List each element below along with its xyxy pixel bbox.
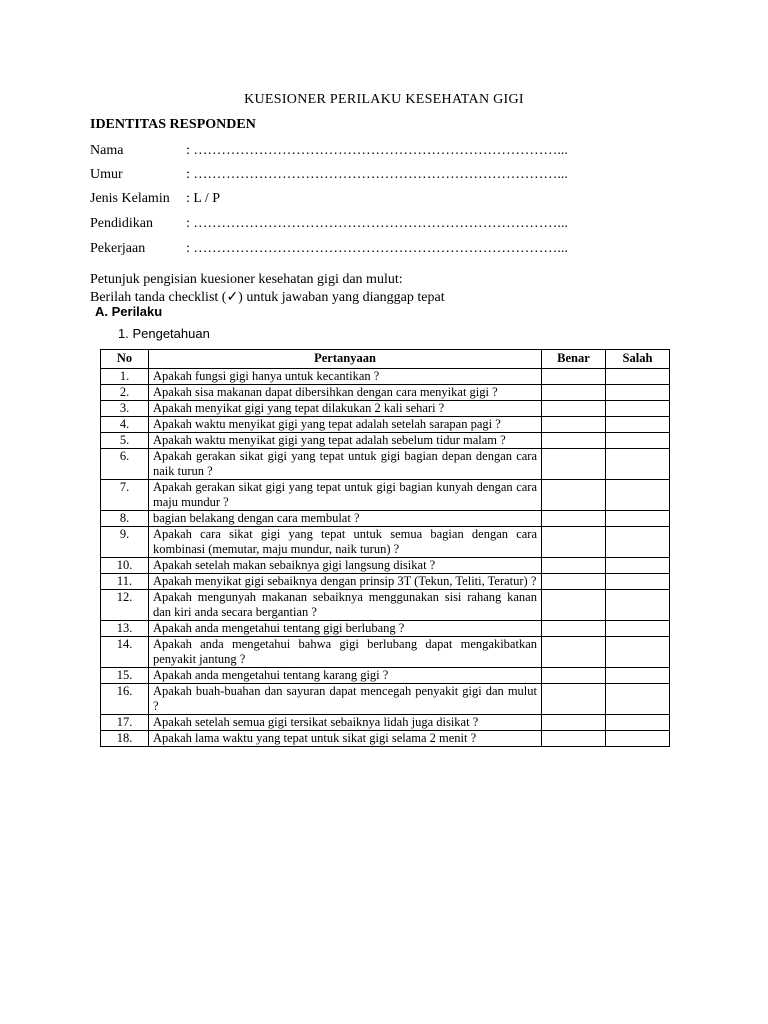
row-number: 5. xyxy=(101,433,149,449)
header-pertanyaan: Pertanyaan xyxy=(149,350,542,369)
question-text: Apakah mengunyah makanan sebaiknya menggunakan sisi rahang kanan dan kiri anda secara bergantian ? xyxy=(149,590,542,621)
answer-salah-cell[interactable] xyxy=(606,637,670,668)
answer-benar-cell[interactable] xyxy=(542,731,606,747)
row-number: 14. xyxy=(101,637,149,668)
table-row xyxy=(101,558,670,574)
table-row xyxy=(101,715,670,731)
answer-salah-cell[interactable] xyxy=(606,590,670,621)
answer-salah-cell[interactable] xyxy=(606,385,670,401)
answer-salah-cell[interactable] xyxy=(606,621,670,637)
identity-label: Nama xyxy=(90,143,124,158)
question-text: Apakah anda mengetahui bahwa gigi berlubang dapat mengakibatkan penyakit jantung ? xyxy=(149,637,542,668)
row-number: 17. xyxy=(101,715,149,731)
answer-salah-cell[interactable] xyxy=(606,480,670,511)
answer-benar-cell[interactable] xyxy=(542,433,606,449)
table-row xyxy=(101,385,670,401)
row-number: 18. xyxy=(101,731,149,747)
answer-benar-cell[interactable] xyxy=(542,590,606,621)
identity-value[interactable]: : L / P xyxy=(186,191,221,206)
row-number: 1. xyxy=(101,369,149,385)
question-text: Apakah buah-buahan dan sayuran dapat mencegah penyakit gigi dan mulut ? xyxy=(149,684,542,715)
table-row xyxy=(101,637,670,668)
row-number: 8. xyxy=(101,511,149,527)
table-row xyxy=(101,621,670,637)
answer-benar-cell[interactable] xyxy=(542,527,606,558)
row-number: 3. xyxy=(101,401,149,417)
answer-benar-cell[interactable] xyxy=(542,385,606,401)
identity-heading: IDENTITAS RESPONDEN xyxy=(90,117,256,132)
row-number: 2. xyxy=(101,385,149,401)
question-text: Apakah setelah makan sebaiknya gigi langsung disikat ? xyxy=(149,558,542,574)
question-text: bagian belakang dengan cara membulat ? xyxy=(149,511,542,527)
row-number: 10. xyxy=(101,558,149,574)
answer-salah-cell[interactable] xyxy=(606,715,670,731)
question-text: Apakah menyikat gigi yang tepat dilakukan 2 kali sehari ? xyxy=(149,401,542,417)
question-text: Apakah fungsi gigi hanya untuk kecantikan ? xyxy=(149,369,542,385)
identity-label: Pekerjaan xyxy=(90,241,146,256)
row-number: 7. xyxy=(101,480,149,511)
instruction-line-2: Berilah tanda checklist (✓) untuk jawaban yang dianggap tepat xyxy=(90,290,445,305)
table-row xyxy=(101,401,670,417)
table-row xyxy=(101,668,670,684)
answer-salah-cell[interactable] xyxy=(606,574,670,590)
question-text: Apakah anda mengetahui tentang gigi berlubang ? xyxy=(149,621,542,637)
answer-benar-cell[interactable] xyxy=(542,637,606,668)
question-text: Apakah menyikat gigi sebaiknya dengan prinsip 3T (Tekun, Teliti, Teratur) ? xyxy=(149,574,542,590)
answer-salah-cell[interactable] xyxy=(606,668,670,684)
answer-salah-cell[interactable] xyxy=(606,684,670,715)
question-text: Apakah waktu menyikat gigi yang tepat adalah setelah sarapan pagi ? xyxy=(149,417,542,433)
table-row xyxy=(101,731,670,747)
table-row xyxy=(101,480,670,511)
header-no: No xyxy=(101,350,149,369)
identity-value[interactable]: : ……………………………………………………………………... xyxy=(186,167,568,182)
answer-salah-cell[interactable] xyxy=(606,401,670,417)
answer-salah-cell[interactable] xyxy=(606,558,670,574)
table-row xyxy=(101,433,670,449)
question-text: Apakah sisa makanan dapat dibersihkan dengan cara menyikat gigi ? xyxy=(149,385,542,401)
header-salah: Salah xyxy=(606,350,670,369)
questionnaire-table xyxy=(100,349,670,747)
table-row xyxy=(101,449,670,480)
row-number: 11. xyxy=(101,574,149,590)
row-number: 9. xyxy=(101,527,149,558)
table-row xyxy=(101,511,670,527)
answer-salah-cell[interactable] xyxy=(606,433,670,449)
answer-benar-cell[interactable] xyxy=(542,574,606,590)
row-number: 6. xyxy=(101,449,149,480)
table-header-row xyxy=(101,350,670,369)
answer-benar-cell[interactable] xyxy=(542,401,606,417)
table-row xyxy=(101,527,670,558)
question-text: Apakah gerakan sikat gigi yang tepat untuk gigi bagian depan dengan cara naik turun ? xyxy=(149,449,542,480)
row-number: 13. xyxy=(101,621,149,637)
answer-salah-cell[interactable] xyxy=(606,449,670,480)
answer-benar-cell[interactable] xyxy=(542,558,606,574)
answer-benar-cell[interactable] xyxy=(542,684,606,715)
subsection-1-heading: 1. Pengetahuan xyxy=(118,326,210,341)
row-number: 16. xyxy=(101,684,149,715)
identity-value[interactable]: : ……………………………………………………………………... xyxy=(186,216,568,231)
table-row xyxy=(101,417,670,433)
page-title: KUESIONER PERILAKU KESEHATAN GIGI xyxy=(244,92,524,107)
question-text: Apakah waktu menyikat gigi yang tepat adalah sebelum tidur malam ? xyxy=(149,433,542,449)
answer-benar-cell[interactable] xyxy=(542,417,606,433)
identity-value[interactable]: : ……………………………………………………………………... xyxy=(186,241,568,256)
identity-label: Umur xyxy=(90,167,123,182)
answer-salah-cell[interactable] xyxy=(606,731,670,747)
answer-salah-cell[interactable] xyxy=(606,511,670,527)
header-benar: Benar xyxy=(542,350,606,369)
answer-salah-cell[interactable] xyxy=(606,369,670,385)
question-text: Apakah lama waktu yang tepat untuk sikat gigi selama 2 menit ? xyxy=(149,731,542,747)
identity-label: Pendidikan xyxy=(90,216,153,231)
answer-benar-cell[interactable] xyxy=(542,668,606,684)
table-row xyxy=(101,590,670,621)
answer-benar-cell[interactable] xyxy=(542,449,606,480)
identity-value[interactable]: : ……………………………………………………………………... xyxy=(186,143,568,158)
row-number: 4. xyxy=(101,417,149,433)
table-row xyxy=(101,574,670,590)
instruction-line-1: Petunjuk pengisian kuesioner kesehatan gigi dan mulut: xyxy=(90,272,403,287)
question-text: Apakah anda mengetahui tentang karang gigi ? xyxy=(149,668,542,684)
question-text: Apakah gerakan sikat gigi yang tepat untuk gigi bagian kunyah dengan cara maju mundur ? xyxy=(149,480,542,511)
identity-label: Jenis Kelamin xyxy=(90,191,170,206)
table-body xyxy=(101,369,670,747)
answer-benar-cell[interactable] xyxy=(542,480,606,511)
question-text: Apakah setelah semua gigi tersikat sebaiknya lidah juga disikat ? xyxy=(149,715,542,731)
answer-salah-cell[interactable] xyxy=(606,527,670,558)
question-text: Apakah cara sikat gigi yang tepat untuk semua bagian dengan cara kombinasi (memutar, maju mundur, naik turun) ? xyxy=(149,527,542,558)
row-number: 12. xyxy=(101,590,149,621)
answer-salah-cell[interactable] xyxy=(606,417,670,433)
answer-benar-cell[interactable] xyxy=(542,511,606,527)
answer-benar-cell[interactable] xyxy=(542,715,606,731)
answer-benar-cell[interactable] xyxy=(542,621,606,637)
table-row xyxy=(101,684,670,715)
row-number: 15. xyxy=(101,668,149,684)
table-row xyxy=(101,369,670,385)
answer-benar-cell[interactable] xyxy=(542,369,606,385)
section-a-heading: A. Perilaku xyxy=(95,304,163,319)
